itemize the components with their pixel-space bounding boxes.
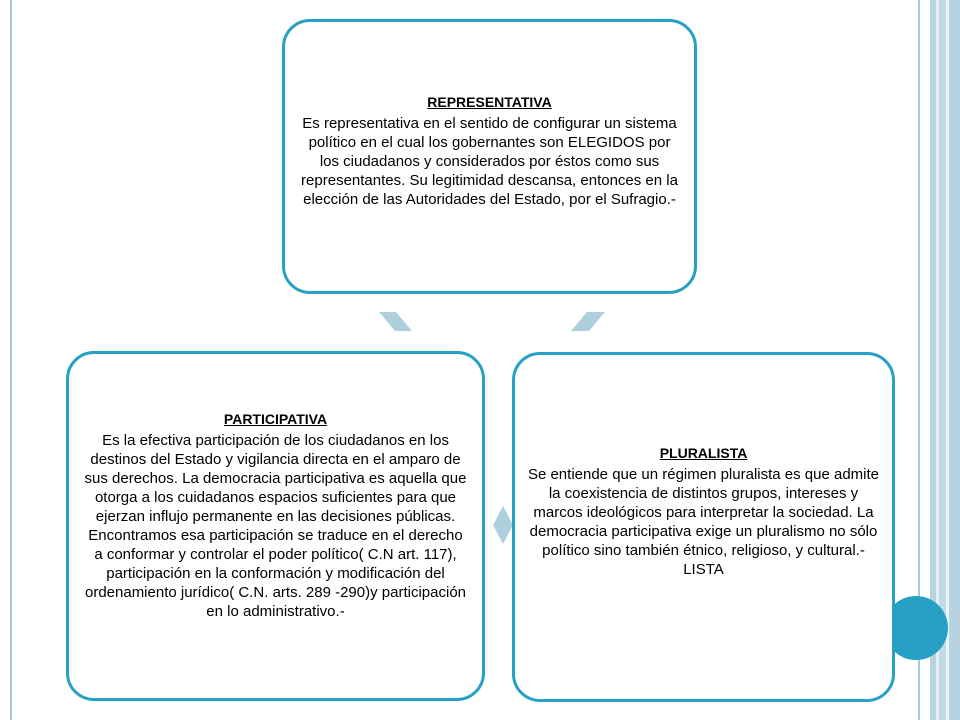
connector-rep-to-part (379, 312, 412, 331)
node-pluralista-title: PLURALISTA (659, 445, 748, 461)
node-representativa (282, 19, 697, 294)
node-participativa-body: Es la efectiva participación de los ciudadanos en los destinos del Estado y vigilancia directa en el amparo de sus derechos. La democracia participativa es aquella que otorga a los cuidadanos espacios suficientes para que ejerzan influjo permanente en las decisiones públicas. Encontramos esa participación se traduce en el derecho a conformar y controlar el poder político( C.N art. 117), participación en la conformación y modificación del ordenamiento jurídico( C.N. arts. 289 -290)y participación en lo administrativo.- (84, 432, 467, 620)
node-representativa-title: REPRESENTATIVA (427, 94, 552, 110)
node-participativa (66, 351, 485, 701)
node-pluralista (512, 352, 895, 702)
connector-rep-to-plur (571, 312, 605, 331)
node-pluralista-body: Se entiende que un régimen pluralista es que admite la coexistencia de distintos grupos, intereses y marcos ideológicos para interpretar la sociedad. La democracia participativa exige un pluralismo no sólo político sino también étnico, religioso, y cultural.-LISTA (527, 466, 880, 578)
node-participativa-title: PARTICIPATIVA (223, 411, 328, 427)
node-representativa-body: Es representativa en el sentido de configurar un sistema político en el cual los gobernantes son ELEGIDOS por los ciudadanos y considerados por éstos como sus representantes. Su legitimidad descansa, entonces en la elección de las Autoridades del Estado, por el Sufragio.- (301, 115, 678, 208)
connector-part-to-plur (493, 506, 513, 544)
